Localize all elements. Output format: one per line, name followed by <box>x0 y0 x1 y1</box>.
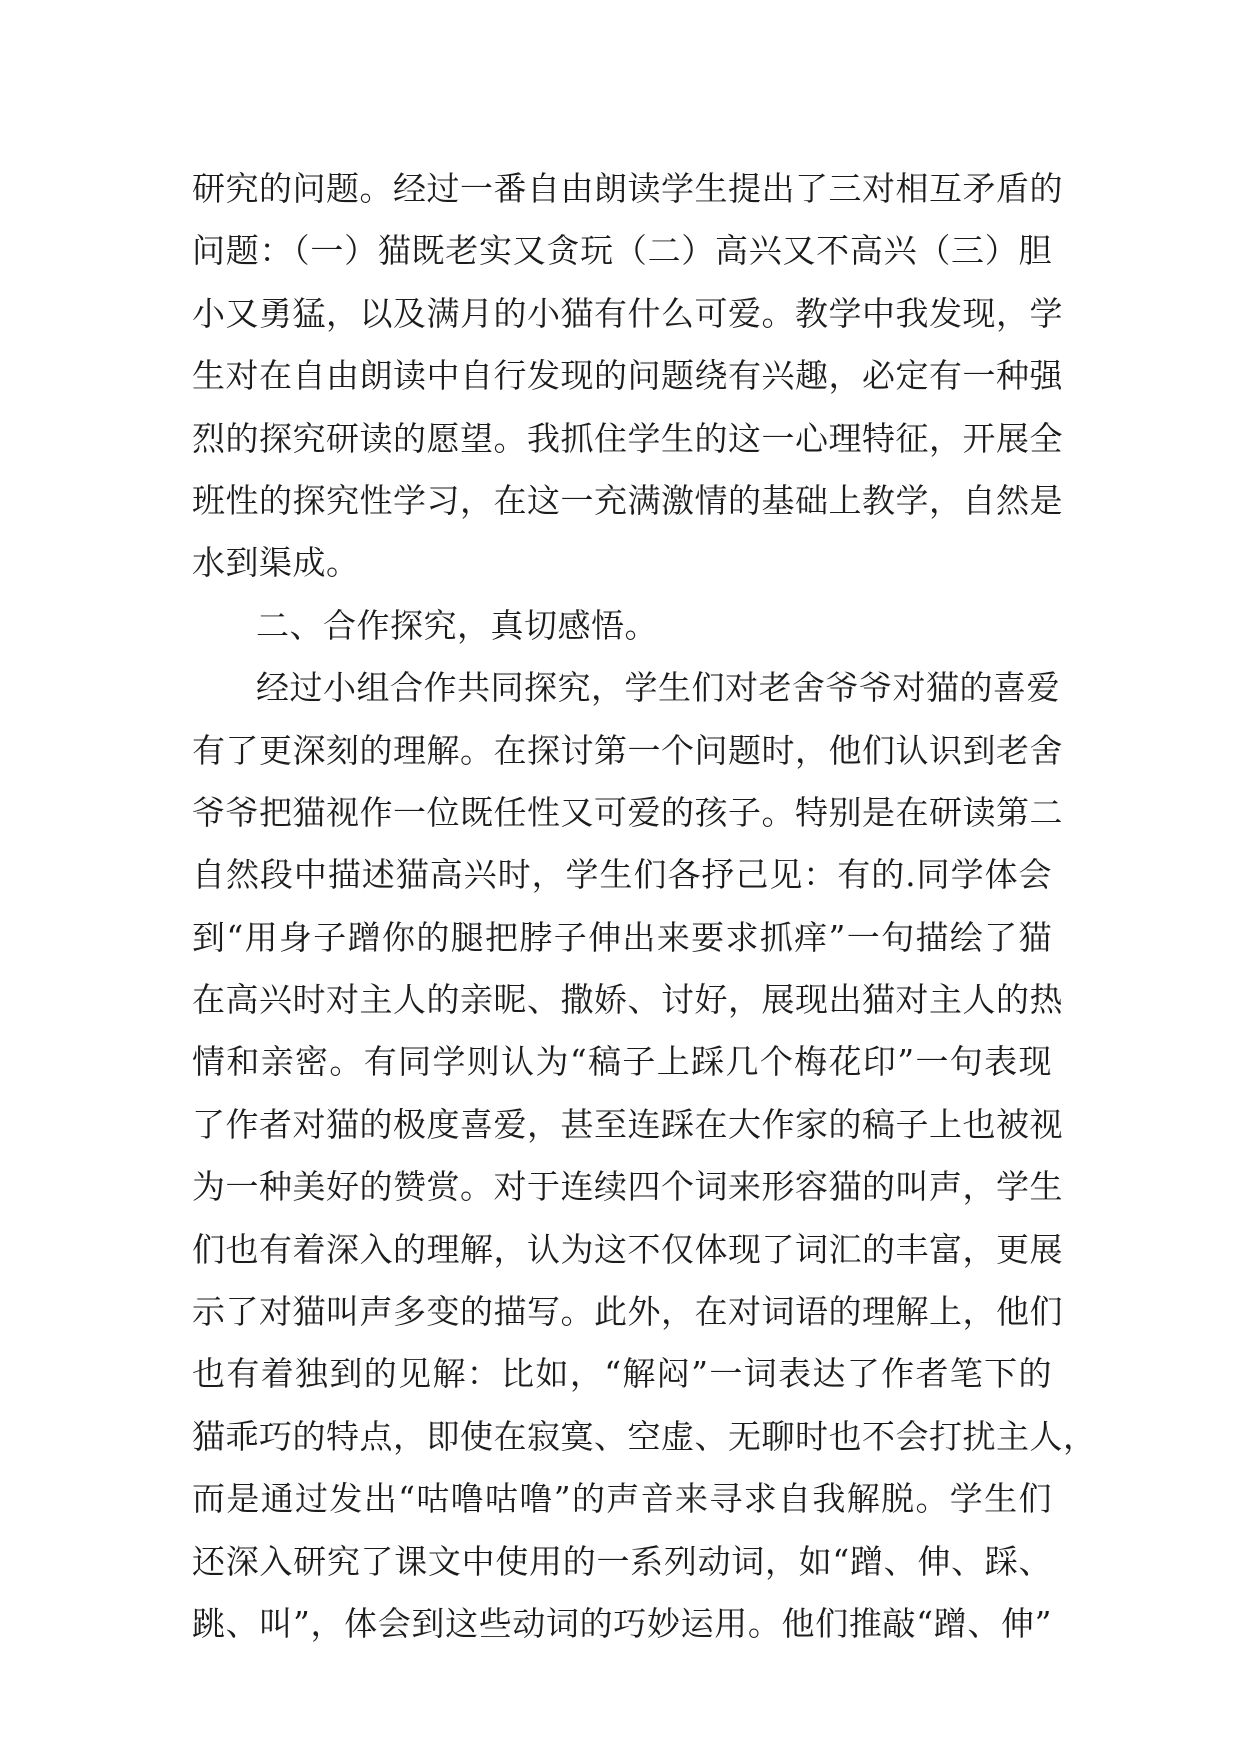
text-line: 自然段中描述猫高兴时，学生们各抒己见：有的.同学体会 <box>192 855 1052 895</box>
text-line: 还深入研究了课文中使用的一系列动词，如“蹭、伸、踩、 <box>192 1541 1052 1581</box>
text-line: 烈的探究研读的愿望。我抓住学生的这一心理特征，开展全 <box>192 418 1063 458</box>
text-line: 而是通过发出“咕噜咕噜”的声音来寻求自我解脱。学生们 <box>192 1479 1052 1519</box>
text-line: 有了更深刻的理解。在探讨第一个问题时，他们认识到老舍 <box>192 730 1063 770</box>
text-line: 问题：（一）猫既老实又贪玩（二）高兴又不高兴（三）胆 <box>192 231 1052 271</box>
text-line: 猫乖巧的特点，即使在寂寞、空虚、无聊时也不会打扰主人， <box>192 1416 1097 1456</box>
text-line: 生对在自由朗读中自行发现的问题绕有兴趣，必定有一种强 <box>192 356 1063 396</box>
text-line: 们也有着深入的理解，认为这不仅体现了词汇的丰富，更展 <box>192 1229 1063 1269</box>
text-line: 示了对猫叫声多变的描写。此外，在对词语的理解上，他们 <box>192 1292 1063 1332</box>
body-text <box>192 158 1097 1655</box>
text-line: 到“用身子蹭你的腿把脖子伸出来要求抓痒”一句描绘了猫 <box>192 917 1052 957</box>
text-line: 爷爷把猫视作一位既任性又可爱的孩子。特别是在研读第二 <box>192 792 1063 832</box>
text-line: 班性的探究性学习，在这一充满激情的基础上教学，自然是 <box>192 480 1063 520</box>
text-line: 也有着独到的见解：比如，“解闷”一词表达了作者笔下的 <box>192 1354 1052 1394</box>
text-line: 小又勇猛，以及满月的小猫有什么可爱。教学中我发现，学 <box>192 293 1063 333</box>
text-line: 跳、叫”，体会到这些动词的巧妙运用。他们推敲“蹭、伸” <box>192 1603 1052 1643</box>
text-line: 研究的问题。经过一番自由朗读学生提出了三对相互矛盾的 <box>192 169 1063 208</box>
paragraph-first-line: 经过小组合作共同探究，学生们对老舍爷爷对猫的喜爱 <box>256 668 1060 708</box>
text-line: 在高兴时对主人的亲昵、撒娇、讨好，展现出猫对主人的热 <box>192 980 1063 1020</box>
text-line: 情和亲密。有同学则认为“稿子上踩几个梅花印”一句表现 <box>192 1042 1052 1082</box>
text-line: 了作者对猫的极度喜爱，甚至连踩在大作家的稿子上也被视 <box>192 1104 1063 1144</box>
section-heading: 二、合作探究，真切感悟。 <box>256 605 658 645</box>
text-line: 为一种美好的赞赏。对于连续四个词来形容猫的叫声，学生 <box>192 1167 1063 1207</box>
text-line: 水到渠成。 <box>192 543 360 583</box>
